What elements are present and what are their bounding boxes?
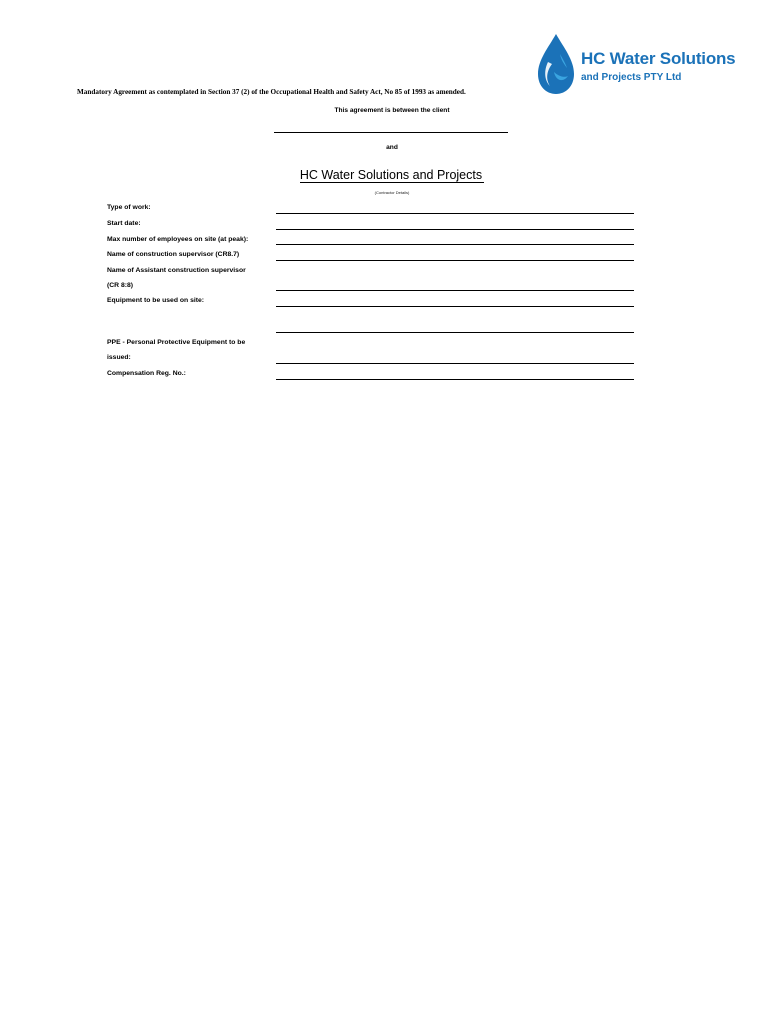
compensation-label: Compensation Reg. No.: — [107, 370, 186, 377]
company-heading — [0, 168, 768, 182]
agreement-between-text: This agreement is between the client — [334, 107, 450, 114]
contractor-details-caption: (Contractor Details) — [374, 190, 410, 195]
equipment-line-1[interactable] — [276, 306, 634, 307]
logo-title: HC Water Solutions — [581, 49, 736, 68]
client-signature-line[interactable] — [274, 132, 508, 133]
ppe-label: PPE - Personal Protective Equipment to be — [107, 339, 246, 346]
water-drop-icon — [534, 32, 578, 96]
start-date-line[interactable] — [276, 229, 634, 230]
construction-supervisor-label: Name of construction supervisor (CR8.7) — [107, 251, 240, 258]
ppe-line[interactable] — [276, 363, 634, 364]
assistant-supervisor-label: Name of Assistant construction supervisor — [107, 267, 246, 274]
equipment-line-2[interactable] — [276, 332, 634, 333]
logo-subtitle: and Projects PTY Ltd — [581, 72, 682, 83]
mandatory-agreement-text: Mandatory Agreement as contemplated in Section 37 (2) of the Occupational Health and Safety Act, No 85 of 1993 as amended. — [77, 88, 466, 96]
max-employees-label: Max number of employees on site (at peak): — [107, 236, 249, 243]
equipment-label: Equipment to be used on site: — [107, 297, 205, 304]
type-of-work-line[interactable] — [276, 213, 634, 214]
compensation-line[interactable] — [276, 379, 634, 380]
assistant-supervisor-line[interactable] — [276, 290, 634, 291]
construction-supervisor-line[interactable] — [276, 260, 634, 261]
company-name: HC Water Solutions and Projects — [299, 168, 483, 182]
type-of-work-label: Type of work: — [107, 204, 151, 211]
start-date-label: Start date: — [107, 220, 141, 227]
ppe-label-cont: issued: — [107, 354, 131, 361]
assistant-supervisor-label-cont: (CR 8:8) — [107, 282, 134, 289]
max-employees-line[interactable] — [276, 244, 634, 245]
company-logo — [534, 32, 764, 98]
and-text: and — [386, 144, 398, 151]
